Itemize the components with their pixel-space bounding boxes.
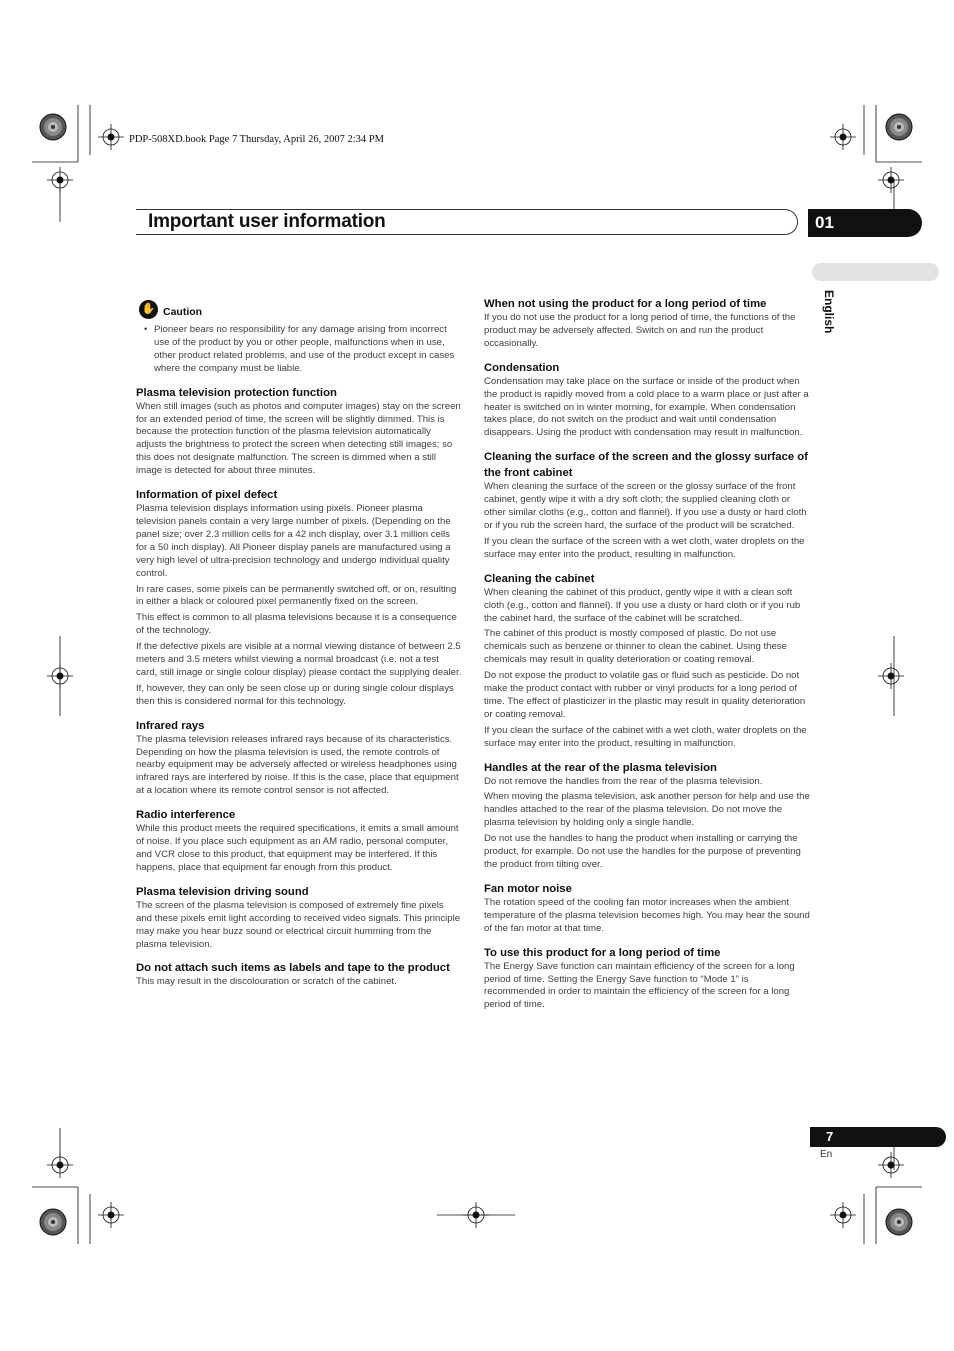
caution-label: Caution: [163, 306, 203, 318]
language-tab: [812, 290, 842, 350]
section-heading: Plasma television protection function: [136, 386, 337, 399]
section: [136, 385, 462, 478]
section-paragraph: In rare cases, some pixels can be permanently switched off, or on, resulting in either a black or coloured pixel permanently fixed on the screen.: [136, 583, 457, 608]
section-paragraph: While this product meets the required specifications, it emits a small amount of noise. If you place such equipment as an AM radio, personal computer, and VCR close to this product, that equipment may be interfered. If this happens, place that equipment far enough from this product.: [136, 823, 459, 873]
right-sections: [484, 296, 810, 1012]
page-number-tab: [810, 1127, 946, 1147]
caution-text: Pioneer bears no responsibility for any damage arising from incorrect use of the product by you or other people, malfunctions when in use, other product related problems, and use of the product except in cases where the company must be liable.: [154, 324, 455, 374]
section-paragraph: Do not use the handles to hang the product when installing or carrying the product, for example. Do not use the handles for the purpose of preventing the product from tilting over.: [484, 833, 801, 870]
page-number: 7: [826, 1129, 834, 1144]
section: [136, 718, 462, 799]
caution-block: [136, 300, 462, 376]
left-column: [136, 300, 462, 998]
section-paragraph: When still images (such as photos and computer images) stay on the screen for an extended period of time, the screen will be slightly dimmed. This is because the protection function of the plasma television automatically adjusts the brightness to protect the screen when detecting still images; so this does not designate malfunction. The screen is dimmed when a still image is detected for about three minutes.: [136, 400, 461, 477]
section-paragraph: The plasma television releases infrared rays because of its characteristics. Depending on how the plasma television is used, the remote controls of nearby equipment may be adversely affected or wireless headphones using infrared rays are interfered by noise. If this is the case, place that equipment at a location where its remote control sensor is not affected.: [136, 733, 459, 797]
section-paragraph: If you clean the surface of the screen with a wet cloth, water droplets on the surface may enter into the product, resulting in malfunction.: [484, 535, 805, 560]
section-heading: Infrared rays: [136, 719, 205, 732]
right-column: [484, 296, 810, 1021]
section-paragraph: When cleaning the surface of the screen or the glossy surface of the front cabinet, gently wipe it with a dry soft cloth; the supplied cleaning cloth or other similar cloths (e.g., cotton and flannel). If you use a dusty or hard cloth or if you rub the screen hard, the surface of the product will be scratched.: [484, 481, 807, 531]
section: [484, 571, 810, 751]
section: [136, 960, 462, 989]
section: [136, 884, 462, 952]
section-heading: Information of pixel defect: [136, 489, 278, 502]
caution-hand-icon: ✋: [139, 300, 158, 319]
section-paragraph: The screen of the plasma television is composed of extremely fine pixels and these pixels emit light according to received video signals. This principle may make you hear buzz sound or electrical circuit humming from the plasma television.: [136, 899, 461, 950]
section-heading: When not using the product for a long period of time: [484, 298, 767, 310]
section-paragraph: If you clean the surface of the cabinet with a wet cloth, water droplets on the surface may enter into the product, resulting in malfunction.: [484, 724, 807, 749]
caution-header: [136, 300, 462, 324]
chapter-title: Important user information: [148, 211, 386, 232]
section-paragraph: Do not remove the handles from the rear of the plasma television.: [484, 775, 763, 787]
section-heading: Do not attach such items as labels and tape to the product: [136, 962, 450, 975]
section-heading: To use this product for a long period of time: [484, 946, 721, 959]
file-header: PDP-508XD.book Page 7 Thursday, April 26, 2007 2:34 PM: [129, 134, 384, 145]
section-paragraph: The cabinet of this product is mostly composed of plastic. Do not use chemicals such as benzene or thinner to clean the cabinet. Using these chemicals may result in quality deterioration or coating removal.: [484, 628, 787, 666]
left-sections: [136, 385, 462, 990]
section-heading: Cleaning the cabinet: [484, 572, 595, 585]
language-tab-bar: [812, 263, 939, 281]
section-heading: Fan motor noise: [484, 882, 572, 895]
section: [484, 296, 810, 351]
section: [136, 807, 462, 875]
section-paragraph: Plasma television displays information using pixels. Pioneer plasma television panels contain a very large number of pixels. (Depending on the panel size; over 2.3 million cells for a 42 inch display, over 3.1 million cells for a 50 inch display). All Pioneer display panels are manufactured using a very high level of ultra-precision technology and undergo individual quality control.: [136, 503, 451, 579]
section: [136, 487, 462, 709]
section-paragraph: When moving the plasma television, ask another person for help and use the handles attached to the rear of the plasma television. Do not move the plasma television by holding only a single handle.: [484, 791, 810, 829]
section: [484, 360, 810, 441]
section: [484, 449, 810, 561]
caution-bullet: [136, 324, 462, 376]
section-paragraph: This may result in the discolouration or scratch of the cabinet.: [136, 976, 397, 988]
section-paragraph: If the defective pixels are visible at a normal viewing distance of between 2.5 meters and 3.5 meters whilst viewing a normal broadcast (i.e. not a test card, still image or single colour display) please contact the supplying dealer.: [136, 641, 462, 678]
section-paragraph: If you do not use the product for a long period of time, the functions of the product may be adversely affected. Switch on and run the product occasionally.: [484, 312, 796, 349]
section-paragraph: This effect is common to all plasma televisions because it is a consequence of the technology.: [136, 612, 457, 637]
section-paragraph: When cleaning the cabinet of this product, gently wipe it with a clean soft cloth (e.g., cotton and flannel). If you use a dusty or hard cloth or if you rub the cabinet hard, the surface of the cabinet will be scratched.: [484, 586, 801, 624]
section-heading: Handles at the rear of the plasma television: [484, 761, 717, 774]
chapter-number: 01: [815, 213, 834, 232]
section-paragraph: The rotation speed of the cooling fan motor increases when the ambient temperature of the plasma television becomes high. You may hear the sound of the fan motor at that time.: [484, 896, 810, 934]
section-heading: Plasma television driving sound: [136, 885, 309, 898]
chapter-number-tab: [808, 209, 922, 237]
section-heading: Radio interference: [136, 809, 236, 822]
section-paragraph: If, however, they can only be seen close up or during single colour displays then this is considered normal for this technology.: [136, 682, 454, 707]
language-tab-label: English: [822, 290, 836, 334]
section-paragraph: Do not expose the product to volatile gas or fluid such as pesticide. Do not make the product contact with rubber or vinyl products for a long period of time. The effect of plasticizer in the plastic may result in quality deterioration or coating removal.: [484, 670, 806, 720]
section-heading: Condensation: [484, 361, 560, 374]
section: [484, 881, 810, 936]
section-paragraph: The Energy Save function can maintain efficiency of the screen for a long period of time. Setting the Energy Save function to “Mode 1” is recommended in order to maintain the efficiency of the screen for a long period of time.: [484, 960, 795, 1011]
bullet-dot-icon: •: [144, 324, 148, 335]
section-paragraph: Condensation may take place on the surface or inside of the product when the product is rapidly moved from a cold place to a warm place or just after a heater is switched on in winter morning, for example. When condensation takes place, do not switch on the product and wait until condensation disappears. Using the product with condensation may result in malfunction.: [484, 375, 809, 439]
section: [484, 945, 810, 1013]
section: [484, 760, 810, 872]
section-heading: Cleaning the surface of the screen and the glossy surface of the front cabinet: [484, 451, 808, 480]
page-language: En: [820, 1149, 833, 1160]
